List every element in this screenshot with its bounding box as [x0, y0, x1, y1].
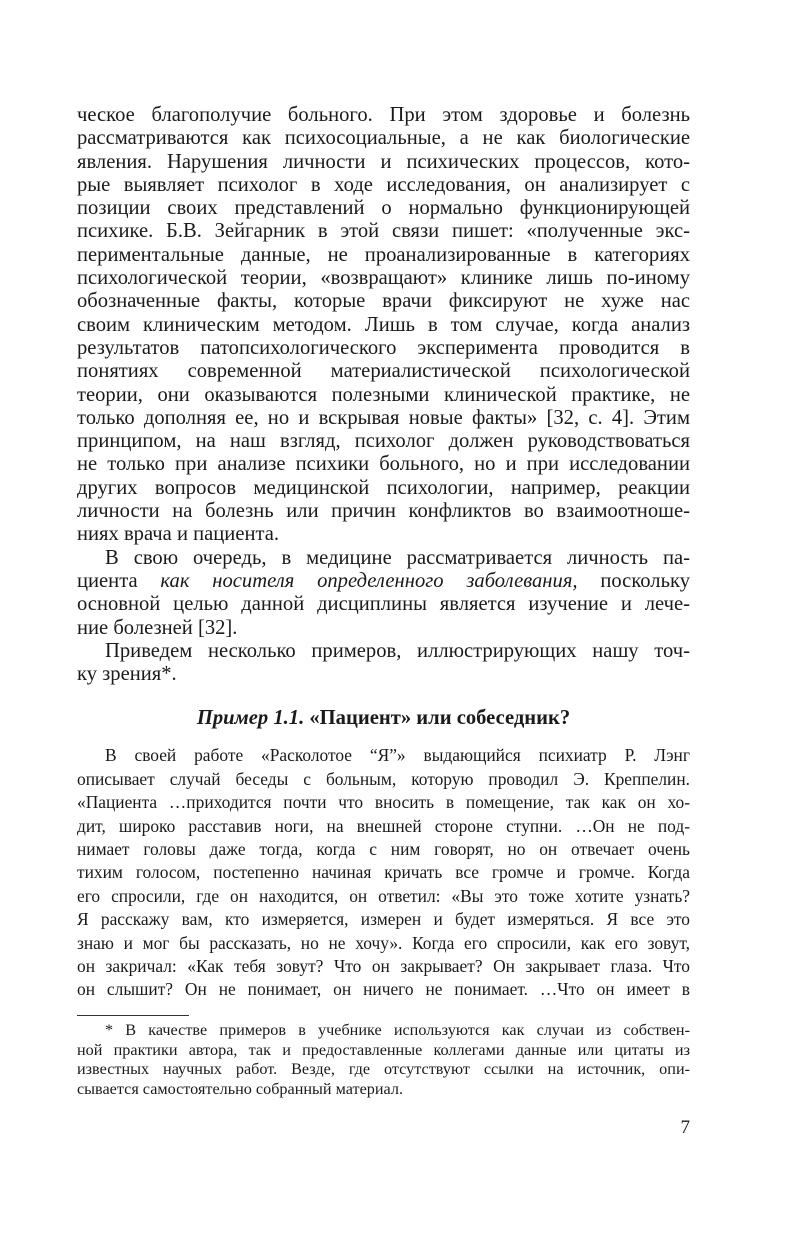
footnote-line: известных научных работ. Везде, где отсутствуют ссылки на источник, опи- [77, 1060, 690, 1079]
text-line: В своей работе «Расколотое “Я”» выдающийся психиатр Р. Лэнг [105, 745, 690, 766]
text-line: нимает головы даже тогда, когда с ним говорят, но он отвечает очень [77, 838, 690, 859]
page-number: 7 [680, 1117, 690, 1138]
text-line: его спросили, где он находится, он ответил: «Вы это тоже хотите узнать? [77, 885, 690, 906]
footnote-line: сывается самостоятельно собранный материал. [77, 1080, 403, 1099]
text-line: психологической теории, «возвращают» клинике лишь по-иному [77, 267, 690, 290]
italic-phrase: как носителя определенного заболевания, [160, 569, 578, 592]
text-line: «Пациента …приходится почти что вносить в помещение, так как он хо- [77, 792, 690, 813]
text-line: он слышит? Он не понимает, он ничего не понимает. …Что он имеет в [77, 979, 690, 1000]
text-fragment: поскольку [577, 569, 690, 592]
text-line: описывает случай беседы с больным, которую проводил Э. Креппелин. [77, 768, 690, 789]
text-line: только дополняя ее, но и вскрывая новые факты» [32, с. 4]. Этим [77, 406, 690, 429]
text-line: других вопросов медицинской психологии, например, реакции [77, 476, 690, 499]
text-line: рассматриваются как психосоциальные, а не как биологические [77, 127, 690, 150]
text-line: Приведем несколько примеров, иллюстрирующих нашу точ- [105, 639, 690, 662]
paragraph-3 [77, 640, 690, 687]
text-line: Я расскажу вам, кто измеряется, измерен и будет измеряться. Я все это [77, 909, 690, 930]
text-line: ческое благополучие больного. При этом здоровье и болезнь [77, 104, 690, 126]
text-line: он закричал: «Как тебя зовут? Что он закрывает? Он закрывает глаза. Что [77, 955, 690, 976]
text-line: принципом, на наш взгляд, психолог должен руководствоваться [77, 430, 690, 453]
footnote-line: * В качестве примеров в учебнике используются как случаи из собствен- [105, 1021, 690, 1039]
text-line: явления. Нарушения личности и психических процессов, кото- [77, 150, 690, 173]
text-line: дит, широко расставив ноги, на внешней стороне ступни. …Он не под- [77, 815, 690, 836]
text-line: психике. Б.В. Зейгарник в этой связи пишет: «полученные экс- [77, 220, 690, 243]
text-line: рые выявляет психолог в ходе исследования, он анализирует с [77, 173, 690, 196]
text-line: знаю и мог бы рассказать, но не хочу». Когда его спросили, как его зовут, [77, 932, 690, 953]
paragraph-2 [77, 547, 690, 640]
text-line: ниях врача и пациента. [77, 523, 280, 546]
footnote-divider [77, 1015, 189, 1016]
text-line: В свою очередь, в медицине рассматривается личность па- [105, 546, 690, 569]
text-line: результатов патопсихологического эксперимента проводится в [77, 336, 690, 359]
text-line: понятиях современной материалистической психологической [77, 360, 690, 383]
paragraph-1 [77, 104, 690, 547]
text-line: не только при анализе психики больного, но и при исследовании [77, 453, 690, 476]
text-line: своим клиническим методом. Лишь в том случае, когда анализ [77, 313, 690, 336]
example-text [77, 744, 690, 1001]
text-line: основной целью данной дисциплины является изучение и лече- [77, 593, 690, 616]
text-fragment: циента [77, 569, 161, 592]
text-line: личности на болезнь или причин конфликтов во взаимоотноше- [77, 500, 690, 523]
example-title: «Пациент» или собеседник? [304, 707, 571, 730]
example-heading [77, 705, 690, 731]
text-line: теории, они оказываются полезными клинической практике, не [77, 383, 690, 406]
text-line [77, 570, 690, 593]
text-line: периментальные данные, не проанализированные в категориях [77, 243, 690, 266]
example-number: Пример 1.1. [196, 707, 305, 730]
footnote-line: ной практики автора, так и предоставленные коллегами данные или цитаты из [77, 1040, 690, 1059]
text-line: ние болезней [32]. [77, 616, 238, 639]
text-line: позиции своих представлений о нормально функционирующей [77, 197, 690, 220]
main-text [77, 104, 690, 1002]
text-line: ку зрения*. [77, 663, 177, 686]
text-line: тихим голосом, постепенно начиная кричать все громче и громче. Когда [77, 862, 690, 883]
footnote [77, 1021, 690, 1100]
text-line: обозначенные факты, которые врачи фиксируют не хуже нас [77, 290, 690, 313]
